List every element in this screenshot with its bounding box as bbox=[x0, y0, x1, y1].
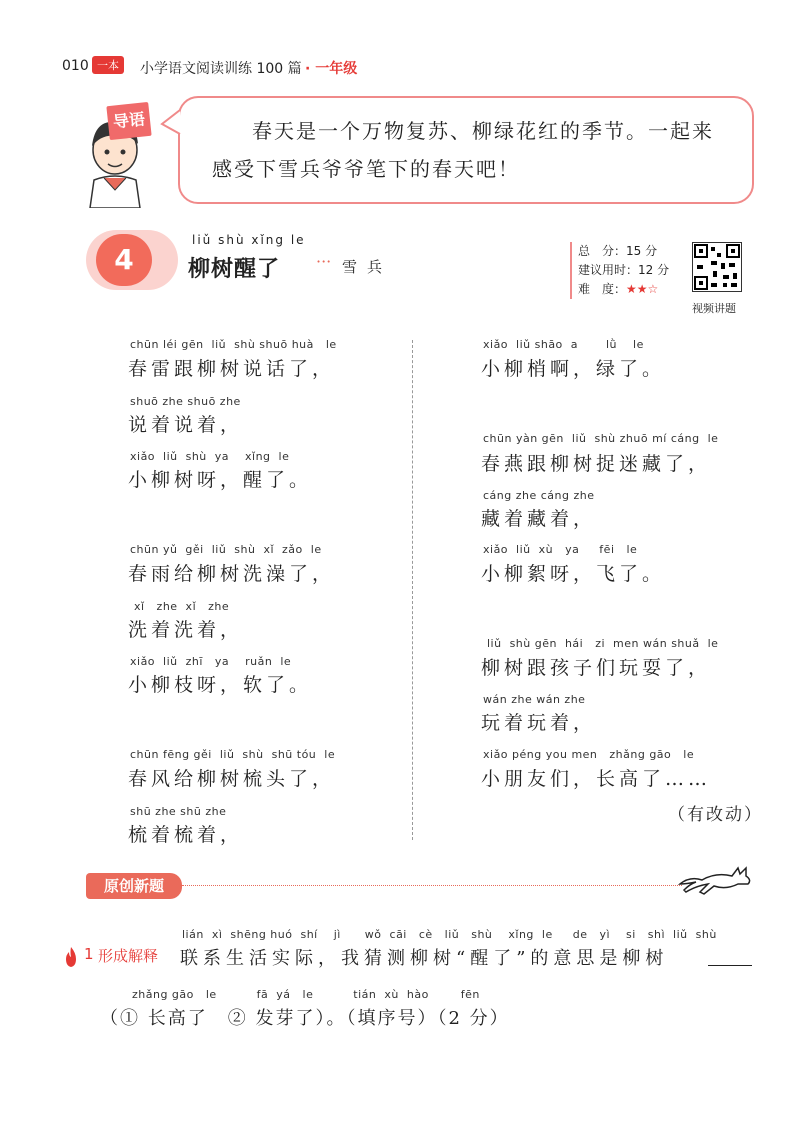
question-text: 联系生活实际，我猜测柳树“醒了”的意思是柳树 bbox=[180, 948, 669, 969]
poem-line: 春风给柳树梳头了， bbox=[128, 768, 336, 790]
poem-pinyin: xiǎo péng you men zhǎng gāo le bbox=[483, 748, 695, 761]
poem-pinyin: xiǎo liǔ xù ya fēi le bbox=[483, 543, 638, 556]
info-difficulty: 难 度：★★☆ bbox=[578, 282, 659, 296]
poem-line: 春雷跟柳树说话了， bbox=[128, 358, 336, 380]
section-tag: 原创新题 bbox=[86, 873, 182, 899]
poem-pinyin: chūn yǔ gěi liǔ shù xǐ zǎo le bbox=[130, 543, 322, 556]
answer-blank[interactable] bbox=[708, 965, 752, 966]
lesson-info bbox=[570, 242, 669, 299]
poem-pinyin: wán zhe wán zhe bbox=[483, 693, 586, 706]
poem-line: 洗着洗着， bbox=[128, 619, 244, 641]
series-badge: 一本 bbox=[92, 56, 124, 74]
intro-text: 春天是一个万物复苏、柳绿花红的季节。一起来感受下雪兵爷爷笔下的春天吧！ bbox=[212, 119, 714, 181]
poem-pinyin: xǐ zhe xǐ zhe bbox=[130, 600, 230, 613]
flame-icon bbox=[62, 946, 80, 972]
poem-line: 说着说着， bbox=[128, 414, 244, 436]
qr-label: 视频讲题 bbox=[692, 302, 736, 315]
poem-line: 藏着藏着， bbox=[481, 508, 597, 530]
poem-line: 小柳絮呀，飞了。 bbox=[481, 563, 666, 585]
question-options: （① 长高了 ② 发芽了）。（填序号）（2 分） bbox=[100, 1008, 510, 1029]
section-rule bbox=[182, 885, 682, 886]
poem-line: 梳着梳着， bbox=[128, 824, 244, 846]
poem-pinyin: shuō zhe shuō zhe bbox=[130, 395, 241, 408]
qr-code-icon[interactable] bbox=[692, 242, 742, 292]
poem-pinyin: chūn léi gēn liǔ shù shuō huà le bbox=[130, 338, 337, 351]
column-divider bbox=[412, 340, 413, 840]
poem-pinyin: xiǎo liǔ shāo a lǜ le bbox=[483, 338, 644, 351]
poem-pinyin: chūn fēng gěi liǔ shù shū tóu le bbox=[130, 748, 336, 761]
credit-note: （有改动） bbox=[668, 805, 763, 825]
difficulty-stars: ★★☆ bbox=[626, 282, 659, 296]
question-pinyin: lián xì shēng huó shí jì wǒ cāi cè liǔ shù xǐng le de yì si shì liǔ shù bbox=[182, 928, 717, 941]
poem-line: 小柳枝呀，软了。 bbox=[128, 674, 313, 696]
poem-pinyin: xiǎo liǔ shù ya xǐng le bbox=[130, 450, 290, 463]
info-time: 建议用时：12 分 bbox=[578, 263, 670, 277]
poem-line: 小朋友们，长高了…… bbox=[481, 768, 712, 790]
book-title: 小学语文阅读训练 100 篇 bbox=[140, 61, 302, 77]
title-dots: ··· bbox=[316, 252, 332, 271]
poem-line: 柳树跟孩子们玩耍了， bbox=[481, 657, 712, 679]
question-type: 形成解释 bbox=[98, 947, 159, 965]
poem-line: 春燕跟柳树捉迷藏了， bbox=[481, 453, 712, 475]
poem-line: 小柳树呀，醒了。 bbox=[128, 469, 313, 491]
question-number: 1 bbox=[84, 945, 94, 963]
intro-tag: 导语 bbox=[106, 102, 151, 140]
info-score: 总 分：15 分 bbox=[578, 244, 658, 258]
poem-pinyin: liǔ shù gēn hái zi men wán shuǎ le bbox=[483, 637, 719, 650]
poem-pinyin: chūn yàn gēn liǔ shù zhuō mí cáng le bbox=[483, 432, 719, 445]
poem-pinyin: xiǎo liǔ zhī ya ruǎn le bbox=[130, 655, 292, 668]
lesson-number: 4 bbox=[96, 234, 152, 286]
title-pinyin: liǔ shù xǐng le bbox=[192, 233, 306, 247]
bubble-tail bbox=[160, 108, 182, 142]
grade-label: · 一年级 bbox=[305, 61, 358, 77]
poem-line: 玩着玩着， bbox=[481, 712, 597, 734]
question-pinyin: zhǎng gāo le fā yá le tián xù hào fēn bbox=[132, 988, 480, 1001]
lesson-title: 柳树醒了 bbox=[188, 257, 281, 282]
running-cat-icon bbox=[676, 862, 756, 902]
poem-line: 春雨给柳树洗澡了， bbox=[128, 563, 336, 585]
page-number: 010 bbox=[62, 58, 89, 74]
author: 雪兵 bbox=[342, 258, 393, 276]
poem-pinyin: shū zhe shū zhe bbox=[130, 805, 227, 818]
poem-line: 小柳梢啊，绿了。 bbox=[481, 358, 666, 380]
poem-pinyin: cáng zhe cáng zhe bbox=[483, 489, 595, 502]
